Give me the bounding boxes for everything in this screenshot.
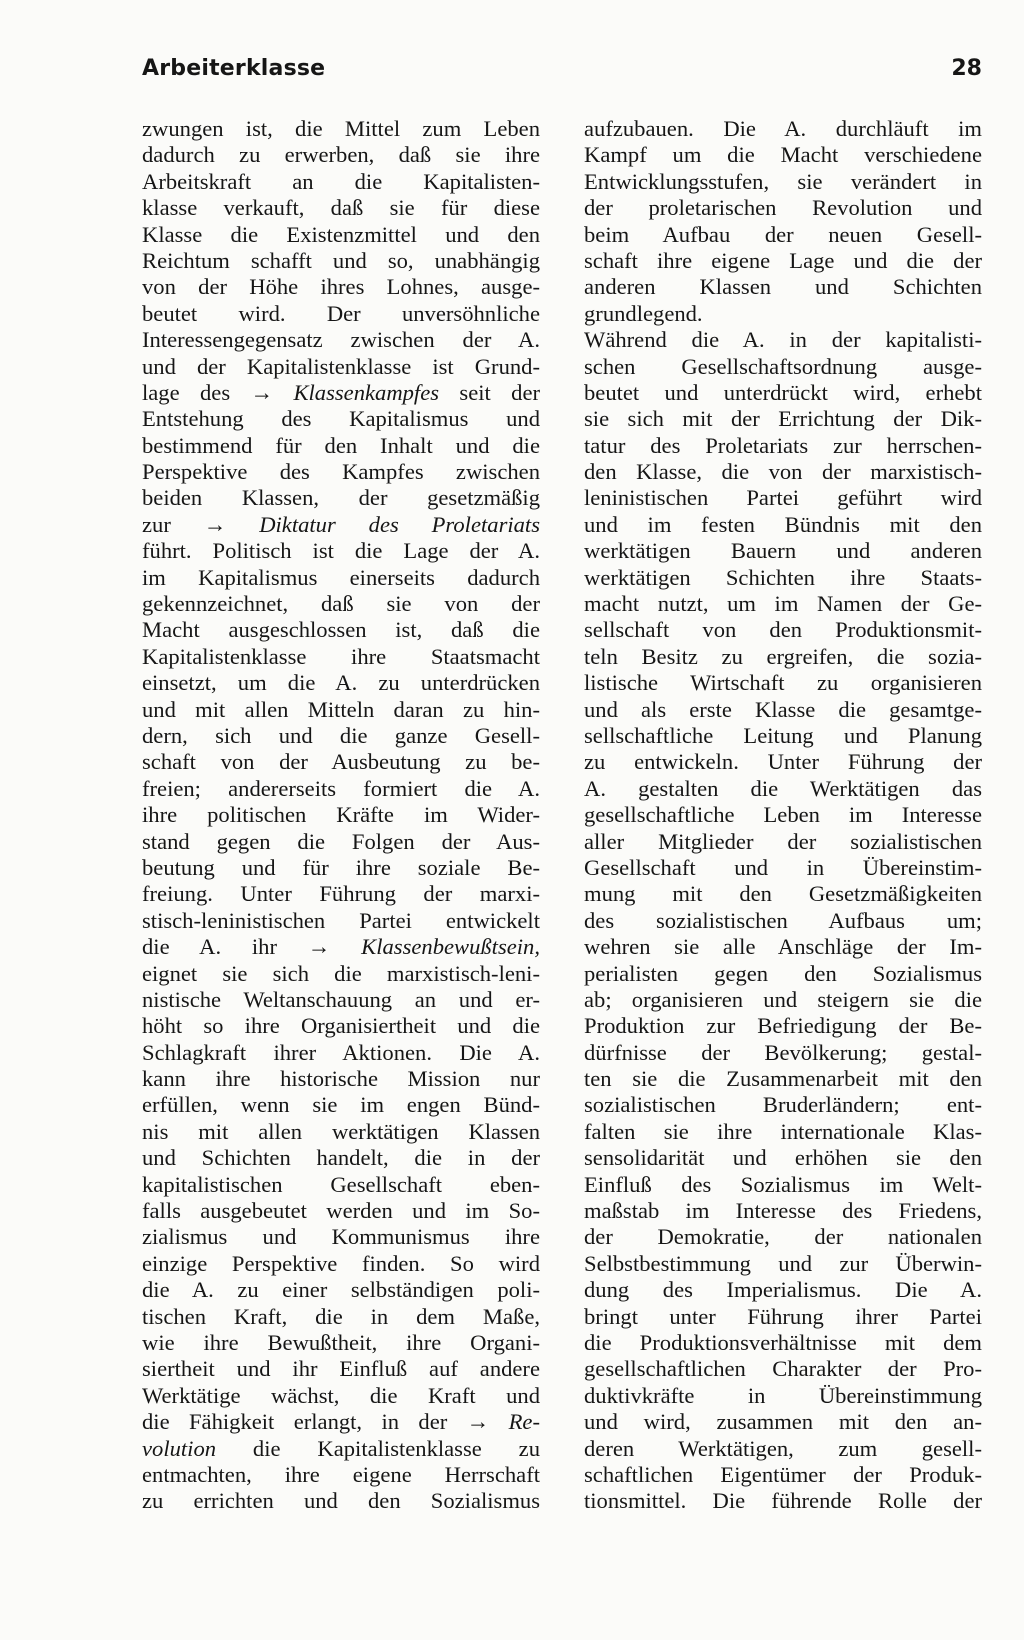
- text-line: [584, 485, 982, 511]
- text-line: [584, 1224, 982, 1250]
- text-line: [584, 1304, 982, 1330]
- cross-reference: → Klassenkampfes: [250, 379, 440, 405]
- text-line: [142, 670, 540, 696]
- text-segment: Selbstbestimmung und zur Überwin-: [584, 1250, 982, 1276]
- text-line: [584, 1488, 982, 1514]
- page-number: 28: [951, 56, 982, 81]
- text-segment: listische Wirtschaft zu organisieren: [584, 670, 982, 696]
- text-segment: des sozialistischen Aufbaus um;: [584, 907, 982, 933]
- text-line: [142, 1251, 540, 1277]
- text-segment: entmachten, ihre eigene Herrschaft: [142, 1461, 540, 1487]
- text-line: [142, 1119, 540, 1145]
- text-line: [142, 538, 540, 564]
- text-line: [142, 802, 540, 828]
- text-line: [584, 1277, 982, 1303]
- text-segment: kann ihre historische Mission nur: [142, 1066, 540, 1092]
- text-segment: freiung. Unter Führung der marxi-: [142, 881, 540, 907]
- text-line: [584, 538, 982, 564]
- text-line: [142, 1304, 540, 1330]
- text-segment: klasse verkauft, daß sie für diese: [142, 195, 540, 221]
- text-segment: werktätigen Schichten ihre Staats-: [584, 564, 982, 590]
- text-line: [142, 855, 540, 881]
- text-line: [142, 116, 540, 142]
- text-line: [584, 697, 982, 723]
- text-segment: die A. zu einer selbständigen poli-: [142, 1277, 540, 1303]
- text-segment: macht nutzt, um im Namen der Ge-: [584, 591, 982, 617]
- text-segment: deren Werktätigen, zum gesell-: [584, 1435, 982, 1461]
- text-segment: Interessengegensatz zwischen der A.: [142, 327, 540, 353]
- text-line: [584, 1436, 982, 1462]
- text-segment: Während die A. in der kapitalisti-: [584, 327, 982, 353]
- text-line: [584, 169, 982, 195]
- text-segment: beutung und für ihre soziale Be-: [142, 854, 540, 880]
- text-segment: Arbeitskraft an die Kapitalisten-: [142, 168, 540, 194]
- text-segment: und Schichten handelt, die in der: [142, 1145, 540, 1171]
- text-segment: Kapitalistenklasse ihre Staatsmacht: [142, 643, 540, 669]
- text-line: [584, 380, 982, 406]
- text-segment: Reichtum schafft und so, unabhängig: [142, 247, 540, 273]
- text-line: [142, 1145, 540, 1171]
- text-line: [584, 987, 982, 1013]
- text-segment: schen Gesellschaftsordnung ausge-: [584, 353, 982, 379]
- text-segment: grundlegend.: [584, 300, 703, 326]
- text-column-right: [584, 116, 982, 1515]
- text-line: [142, 723, 540, 749]
- text-segment: sensolidarität und erhöhen sie den: [584, 1145, 982, 1171]
- text-segment: schaft ihre eigene Lage und die der: [584, 247, 982, 273]
- text-segment: und mit allen Mitteln daran zu hin-: [142, 696, 540, 722]
- text-line: [584, 1119, 982, 1145]
- text-line: [142, 142, 540, 168]
- text-segment: falls ausgebeutet werden und im So-: [142, 1198, 540, 1224]
- text-segment: Schlagkraft ihrer Aktionen. Die A.: [142, 1039, 540, 1065]
- text-line: [142, 1277, 540, 1303]
- text-line: [584, 1198, 982, 1224]
- text-line: [142, 565, 540, 591]
- text-line: [142, 433, 540, 459]
- text-line: [584, 749, 982, 775]
- text-segment: schaft von der Ausbeutung zu be-: [142, 749, 540, 775]
- text-segment: sie sich mit der Errichtung der Dik-: [584, 406, 982, 432]
- text-segment: werktätigen Bauern und anderen: [584, 538, 982, 564]
- text-line: [142, 829, 540, 855]
- text-line: [584, 1251, 982, 1277]
- text-segment: Einfluß des Sozialismus im Welt-: [584, 1171, 982, 1197]
- cross-reference: → Re-: [466, 1409, 540, 1435]
- text-line: [584, 591, 982, 617]
- text-segment: zur: [142, 511, 204, 537]
- text-segment: Produktion zur Befriedigung der Be-: [584, 1013, 982, 1039]
- text-line: [142, 1224, 540, 1250]
- text-line: [142, 169, 540, 195]
- text-segment: stisch-leninistischen Partei entwickelt: [142, 907, 540, 933]
- text-segment: mung mit den Gesetzmäßigkeiten: [584, 881, 982, 907]
- text-line: [142, 1356, 540, 1382]
- text-line: [142, 380, 540, 406]
- text-line: [142, 406, 540, 432]
- text-segment: tatur des Proletariats zur herrschen-: [584, 432, 982, 458]
- text-segment: seit der: [439, 379, 540, 405]
- text-segment: duktivkräfte in Übereinstimmung: [584, 1382, 982, 1408]
- text-segment: bringt unter Führung ihrer Partei: [584, 1303, 982, 1329]
- text-line: [584, 1172, 982, 1198]
- text-segment: beutet und unterdrückt wird, erhebt: [584, 379, 982, 405]
- text-column-left: [142, 116, 540, 1515]
- text-line: [584, 1330, 982, 1356]
- text-segment: dern, sich und die ganze Gesell-: [142, 722, 540, 748]
- header-title: Arbeiterklasse: [142, 56, 326, 81]
- text-line: [142, 987, 540, 1013]
- text-segment: kapitalistischen Gesellschaft eben-: [142, 1171, 540, 1197]
- text-segment: falten sie ihre internationale Klas-: [584, 1118, 982, 1144]
- text-segment: sozialistischen Bruderländern; ent-: [584, 1092, 982, 1118]
- text-line: [584, 1040, 982, 1066]
- text-line: [142, 1066, 540, 1092]
- text-line: [142, 697, 540, 723]
- text-segment: und wird, zusammen mit den an-: [584, 1409, 982, 1435]
- text-segment: von der Höhe ihres Lohnes, ausge-: [142, 274, 540, 300]
- text-segment: eignet sie sich die marxistisch-leni-: [142, 960, 540, 986]
- text-line: [142, 1383, 540, 1409]
- text-segment: die A. ihr: [142, 934, 308, 960]
- text-segment: siertheit und ihr Einfluß auf andere: [142, 1356, 540, 1382]
- text-segment: den Klasse, die von der marxistisch-: [584, 459, 982, 485]
- text-segment: nistische Weltanschauung an und er-: [142, 986, 540, 1012]
- text-segment: der proletarischen Revolution und: [584, 195, 982, 221]
- text-segment: zwungen ist, die Mittel zum Leben: [142, 116, 540, 141]
- text-segment: Macht ausgeschlossen ist, daß die: [142, 617, 540, 643]
- text-segment: und im festen Bündnis mit den: [584, 511, 982, 537]
- text-line: [584, 829, 982, 855]
- text-line: [142, 195, 540, 221]
- text-line: [584, 1462, 982, 1488]
- text-line: [584, 512, 982, 538]
- text-segment: gesellschaftliche Leben im Interesse: [584, 802, 982, 828]
- text-segment: perialisten gegen den Sozialismus: [584, 960, 982, 986]
- cross-reference: volution: [142, 1435, 217, 1461]
- text-segment: wehren sie alle Anschläge der Im-: [584, 934, 982, 960]
- text-line: [142, 961, 540, 987]
- text-line: [142, 881, 540, 907]
- text-line: [584, 934, 982, 960]
- text-segment: lage des: [142, 379, 251, 405]
- text-line: [584, 855, 982, 881]
- text-line: [142, 327, 540, 353]
- text-line: [142, 485, 540, 511]
- text-line: [584, 301, 982, 327]
- text-line: [584, 1013, 982, 1039]
- text-line: [584, 459, 982, 485]
- text-line: [584, 670, 982, 696]
- text-segment: ab; organisieren und steigern sie die: [584, 986, 982, 1012]
- text-line: [142, 222, 540, 248]
- text-line: [584, 908, 982, 934]
- text-line: [142, 1013, 540, 1039]
- text-segment: nis mit allen werktätigen Klassen: [142, 1118, 540, 1144]
- text-line: [142, 1436, 540, 1462]
- text-segment: tischen Kraft, die in dem Maße,: [142, 1303, 540, 1329]
- text-line: [584, 195, 982, 221]
- text-line: [584, 1356, 982, 1382]
- text-segment: maßstab im Interesse des Friedens,: [584, 1198, 982, 1224]
- text-segment: schaftlichen Eigentümer der Produk-: [584, 1461, 982, 1487]
- text-segment: einzige Perspektive finden. So wird: [142, 1250, 540, 1276]
- text-line: [142, 354, 540, 380]
- text-line: [584, 961, 982, 987]
- text-line: [584, 776, 982, 802]
- text-segment: A. gestalten die Werktätigen das: [584, 775, 982, 801]
- text-segment: im Kapitalismus einerseits dadurch: [142, 564, 540, 590]
- text-line: [142, 1330, 540, 1356]
- text-segment: beutet wird. Der unversöhnliche: [142, 300, 540, 326]
- text-line: [584, 433, 982, 459]
- text-line: [584, 406, 982, 432]
- text-segment: gekennzeichnet, daß sie von der: [142, 591, 540, 617]
- text-segment: dürfnisse der Bevölkerung; gestal-: [584, 1039, 982, 1065]
- text-line: [142, 274, 540, 300]
- text-segment: aller Mitglieder der sozialistischen: [584, 828, 982, 854]
- text-line: [142, 1172, 540, 1198]
- text-line: [142, 1092, 540, 1118]
- text-segment: die Produktionsverhältnisse mit dem: [584, 1329, 982, 1355]
- text-segment: leninistischen Partei geführt wird: [584, 485, 982, 511]
- text-segment: zu errichten und den Sozialismus: [142, 1488, 540, 1514]
- text-line: [142, 301, 540, 327]
- text-segment: und der Kapitalistenklasse ist Grund-: [142, 353, 540, 379]
- text-segment: dadurch zu erwerben, daß sie ihre: [142, 142, 540, 168]
- text-segment: zu entwickeln. Unter Führung der: [584, 749, 982, 775]
- text-segment: ihre politischen Kräfte im Wider-: [142, 802, 540, 828]
- text-segment: tionsmittel. Die führende Rolle der: [584, 1488, 982, 1514]
- text-line: [142, 908, 540, 934]
- text-line: [584, 327, 982, 353]
- cross-reference: → Klassenbewußtsein,: [307, 934, 540, 960]
- text-segment: aufzubauen. Die A. durchläuft im: [584, 116, 982, 141]
- text-segment: Klasse die Existenzmittel und den: [142, 221, 540, 247]
- text-segment: der Demokratie, der nationalen: [584, 1224, 982, 1250]
- text-segment: freien; andererseits formiert die A.: [142, 775, 540, 801]
- text-segment: Kampf um die Macht verschiedene: [584, 142, 982, 168]
- text-segment: beim Aufbau der neuen Gesell-: [584, 221, 982, 247]
- text-segment: teln Besitz zu ergreifen, die sozia-: [584, 643, 982, 669]
- text-line: [584, 116, 982, 142]
- text-segment: und als erste Klasse die gesamtge-: [584, 696, 982, 722]
- text-line: [142, 644, 540, 670]
- text-line: [584, 565, 982, 591]
- text-line: [142, 776, 540, 802]
- text-line: [142, 248, 540, 274]
- text-line: [142, 1462, 540, 1488]
- running-header: [142, 56, 982, 96]
- text-segment: beiden Klassen, der gesetzmäßig: [142, 485, 540, 511]
- text-segment: anderen Klassen und Schichten: [584, 274, 982, 300]
- text-segment: Werktätige wächst, die Kraft und: [142, 1382, 540, 1408]
- text-line: [584, 142, 982, 168]
- text-segment: Entstehung des Kapitalismus und: [142, 406, 540, 432]
- text-line: [142, 617, 540, 643]
- text-segment: ten sie die Zusammenarbeit mit den: [584, 1066, 982, 1092]
- text-line: [584, 723, 982, 749]
- text-line: [142, 591, 540, 617]
- text-line: [584, 274, 982, 300]
- text-line: [584, 1409, 982, 1435]
- text-line: [142, 1040, 540, 1066]
- text-line: [142, 459, 540, 485]
- text-line: [584, 1092, 982, 1118]
- text-line: [584, 248, 982, 274]
- text-segment: wie ihre Bewußtheit, ihre Organi-: [142, 1329, 540, 1355]
- text-line: [142, 1488, 540, 1514]
- text-segment: die Kapitalistenklasse zu: [216, 1435, 540, 1461]
- cross-reference: → Diktatur des Proletariats: [203, 511, 540, 537]
- text-line: [584, 1383, 982, 1409]
- text-segment: die Fähigkeit erlangt, in der: [142, 1409, 467, 1435]
- text-line: [584, 1145, 982, 1171]
- text-line: [142, 1409, 540, 1435]
- text-segment: zialismus und Kommunismus ihre: [142, 1224, 540, 1250]
- text-segment: Gesellschaft und in Übereinstim-: [584, 854, 982, 880]
- text-line: [584, 802, 982, 828]
- text-segment: Perspektive des Kampfes zwischen: [142, 459, 540, 485]
- text-segment: Entwicklungsstufen, sie verändert in: [584, 168, 982, 194]
- text-line: [584, 881, 982, 907]
- text-segment: erfüllen, wenn sie im engen Bünd-: [142, 1092, 540, 1118]
- text-line: [142, 749, 540, 775]
- text-segment: einsetzt, um die A. zu unterdrücken: [142, 670, 540, 696]
- text-line: [584, 1066, 982, 1092]
- text-segment: sellschaftliche Leitung und Planung: [584, 722, 982, 748]
- text-line: [142, 512, 540, 538]
- text-line: [142, 1198, 540, 1224]
- text-line: [584, 354, 982, 380]
- text-segment: gesellschaftlichen Charakter der Pro-: [584, 1356, 982, 1382]
- text-segment: stand gegen die Folgen der Aus-: [142, 828, 540, 854]
- text-line: [584, 617, 982, 643]
- text-segment: höht so ihre Organisiertheit und die: [142, 1013, 540, 1039]
- text-line: [584, 222, 982, 248]
- text-segment: sellschaft von den Produktionsmit-: [584, 617, 982, 643]
- text-segment: führt. Politisch ist die Lage der A.: [142, 538, 540, 564]
- text-segment: bestimmend für den Inhalt und die: [142, 432, 540, 458]
- text-line: [142, 934, 540, 960]
- text-segment: dung des Imperialismus. Die A.: [584, 1277, 982, 1303]
- text-line: [584, 644, 982, 670]
